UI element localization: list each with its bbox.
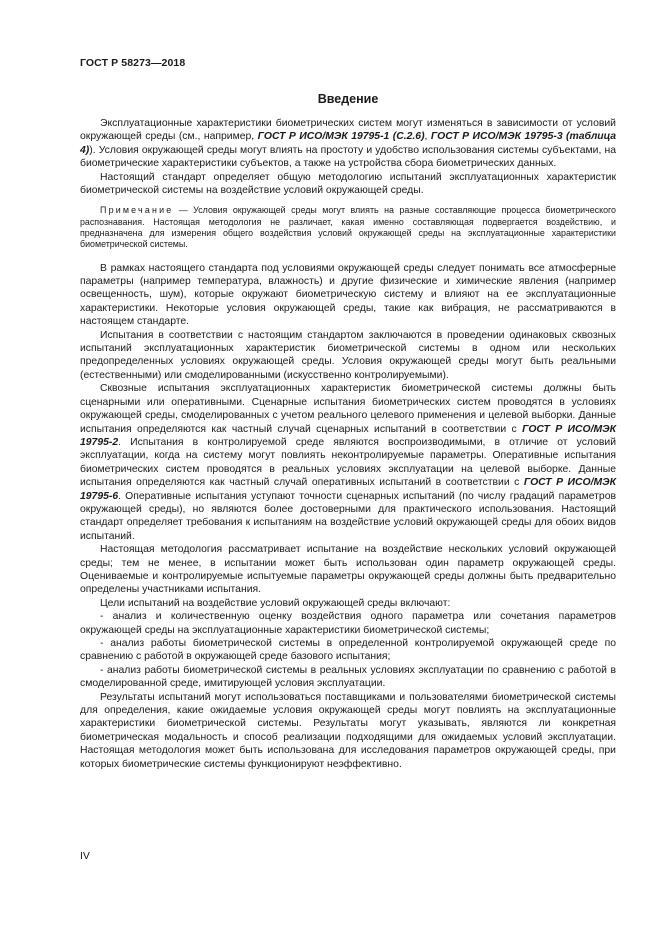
paragraph-2: Настоящий стандарт определяет общую методологию испытаний эксплуатационных характеристик биометрической системы на воздействие условий окружающей среды. — [80, 171, 616, 197]
paragraph-5 — [80, 382, 616, 543]
page-number: IV — [80, 850, 90, 862]
paragraph-5-text-c: . Оперативные испытания уступают точности сценарных испытаний (по числу градаций параметров окружающей среды), но являются более достоверными для практического использования. Настоящий стандарт определяет требования к испытаниям на воздействие условий окружающей среды для обоих видов испытаний. — [80, 490, 616, 542]
standard-reference: ГОСТ Р ИСО/МЭК 19795-3 (таблица 4) — [80, 131, 616, 156]
note-paragraph — [80, 205, 616, 250]
paragraph-1 — [80, 117, 616, 171]
list-item-3: - анализ работы биометрической системы в реальных условиях эксплуатации по сравнению с работой в смоделированной среде, имитирующей условия эксплуатации. — [80, 664, 616, 690]
standard-reference: ГОСТ Р ИСО/МЭК 19795-2 — [80, 423, 616, 448]
paragraph-4: Испытания в соответствии с настоящим стандартом заключаются в проведении одинаковых сквозных испытаний эксплуатационных характеристик биометрической системы в одном или нескольких предопределенных условиях окружающей среды. Условия окружающей среды могут быть реальными (естественными) или смоделированными (искусственно контролируемыми). — [80, 329, 616, 381]
paragraph-7: Цели испытаний на воздействие условий окружающей среды включают: — [100, 597, 451, 609]
note-text: — Условия окружающей среды могут влиять на разные составляющие процесса биометрического распознавания. Настоящая методология не различает, какая именно составляющая подвергается воздействию, и предназначена для измерения общего воздействия условий окружающей среды на эксплуатационные характеристики биометрической системы. — [80, 205, 616, 250]
list-item-1: - анализ и количественную оценку воздействия одного параметра или сочетания параметров окружающей среды на эксплуатационные характеристики биометрической системы; — [80, 611, 616, 636]
list-item-2: - анализ работы биометрической системы в определенной контролируемой окружающей среде по сравнению с работой в окружающей среде базового испытания; — [80, 638, 616, 663]
paragraph-3: В рамках настоящего стандарта под условиями окружающей среды следует понимать все атмосферные параметры (например температура, влажность) и другие физические и химические явления (например освещенность, шум), которые окружают биометрическую систему и влияют на ее эксплуатационные характеристики. Некоторые условия окружающей среды, такие как вибрация, не рассматриваются в настоящем стандарте. — [80, 262, 616, 328]
standard-reference: ГОСТ Р ИСО/МЭК 19795-6 — [80, 477, 616, 502]
paragraph-11: Результаты испытаний могут использоваться поставщиками и пользователями биометрической системы для определения, какие ожидаемые условия окружающей среды могут повлиять на эксплуатационные характеристики биометрической системы. Результаты могут указывать, являются ли конкретная биометрическая модальность и способ реализации подходящими для ожидаемых условий эксплуатации. Настоящая методология может быть использована для исследования параметров окружающей среды, при которых биометрические системы функционируют неэффективно. — [80, 691, 616, 770]
paragraph-5-text-a: Сквозные испытания эксплуатационных характеристик биометрической системы должны быть сценарными или оперативными. Сценарные испытания биометрических систем проводятся в условиях окружающей среды, смоделированных с учетом реального целевого применения и целевой выборки. Данные испытания определяются как частный случай сценарных испытаний в соответствии с — [80, 383, 616, 435]
standard-reference: ГОСТ Р ИСО/МЭК 19795-1 (С.2.6) — [257, 131, 425, 143]
paragraph-1-text-a: Эксплуатационные характеристики биометрических систем могут изменяться в зависимости от условий окружающей среды (см., например, — [80, 118, 616, 143]
note-label: Примечание — [100, 205, 174, 216]
section-title: Введение — [317, 92, 379, 106]
paragraph-5-text-b: . Испытания в контролируемой среде являются воспроизводимыми, в отличие от условий эксплуатации, когда на систему могут повлиять неконтролируемые параметры. Оперативные испытания биометрических систем проводятся в реальных условиях эксплуатации на целевой выборке. Данные испытания определяются как частный случай оперативных испытаний в соответствии с — [80, 436, 616, 489]
paragraph-1-separator: , — [424, 131, 431, 143]
document-id-header: ГОСТ Р 58273—2018 — [80, 57, 186, 69]
paragraph-1-text-b: ). Условия окружающей среды могут влиять на простоту и удобство использования системы субъектами, на биометрические характеристики субъектов, а также на устройства сбора биометрических данных. — [80, 144, 616, 170]
document-body — [80, 117, 616, 771]
paragraph-6: Настоящая методология рассматривает испытание на воздействие нескольких условий окружающей среды; тем не менее, в испытании может быть использован один параметр окружающей среды. Оцениваемые и контролируемые испытуемые параметры окружающей среды должны быть предварительно определены участниками испытания. — [80, 544, 616, 596]
